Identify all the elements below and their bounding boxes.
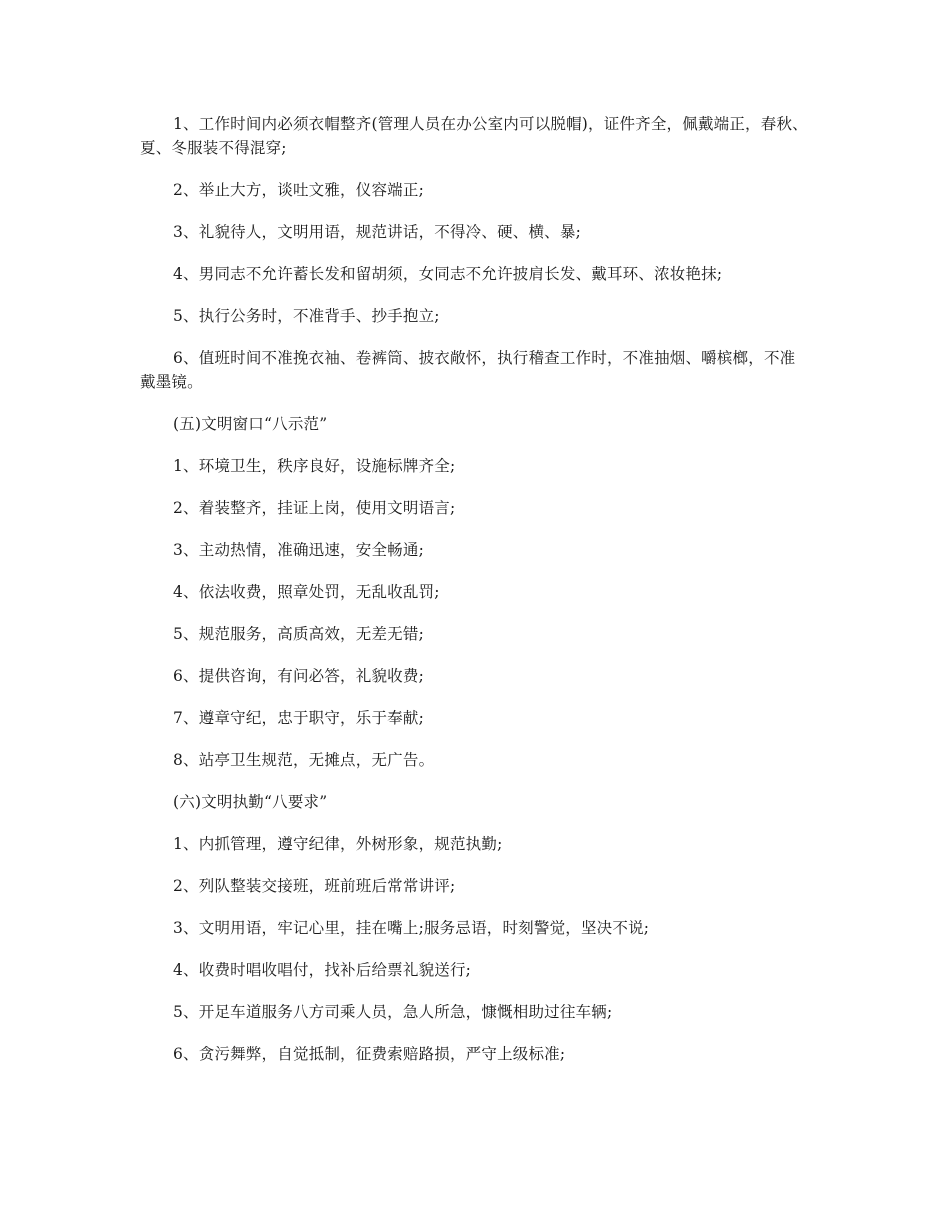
list-item: 3、文明用语，牢记心里，挂在嘴上;服务忌语，时刻警觉，坚决不说; <box>173 919 650 937</box>
list-item: 2、着装整齐，挂证上岗，使用文明语言; <box>173 499 456 517</box>
paragraph-courtesy: 3、礼貌待人，文明用语，规范讲话，不得冷、硬、横、暴; <box>173 223 581 241</box>
list-item: 8、站亭卫生规范，无摊点，无广告。 <box>173 751 435 769</box>
document-body <box>140 112 810 1084</box>
list-item: 2、列队整装交接班，班前班后常常讲评; <box>173 877 456 895</box>
list-item: 3、主动热情，准确迅速，安全畅通; <box>173 541 424 559</box>
list-item: 7、遵章守纪，忠于职守，乐于奉献; <box>173 709 424 727</box>
list-item: 5、规范服务，高质高效，无差无错; <box>173 625 424 643</box>
section-heading-window: (五)文明窗口“八示范” <box>173 415 328 433</box>
list-item: 4、依法收费，照章处罚，无乱收乱罚; <box>173 583 440 601</box>
list-item: 6、提供咨询，有问必答，礼貌收费; <box>173 667 424 685</box>
paragraph-posture: 5、执行公务时，不准背手、抄手抱立; <box>173 307 440 325</box>
paragraph-appearance: 4、男同志不允许蓄长发和留胡须，女同志不允许披肩长发、戴耳环、浓妆艳抹; <box>173 265 723 283</box>
section-heading-duty: (六)文明执勤“八要求” <box>173 793 328 811</box>
list-item: 4、收费时唱收唱付，找补后给票礼貌送行; <box>173 961 472 979</box>
list-item: 1、环境卫生，秩序良好，设施标牌齐全; <box>173 457 456 475</box>
paragraph-dress-rules: 1、工作时间内必须衣帽整齐(管理人员在办公室内可以脱帽)，证件齐全，佩戴端正，春秋、夏、冬服装不得混穿; <box>140 115 808 157</box>
paragraph-duty-conduct: 6、值班时间不准挽衣袖、卷裤筒、披衣敞怀，执行稽查工作时，不准抽烟、嚼槟榔，不准戴墨镜。 <box>140 349 796 391</box>
list-item: 1、内抓管理，遵守纪律，外树形象，规范执勤; <box>173 835 503 853</box>
list-item: 5、开足车道服务八方司乘人员，急人所急，慷慨相助过往车辆; <box>173 1003 613 1021</box>
list-item: 6、贪污舞弊，自觉抵制，征费索赔路损，严守上级标准; <box>173 1045 566 1063</box>
paragraph-manner: 2、举止大方，谈吐文雅，仪容端正; <box>173 181 424 199</box>
